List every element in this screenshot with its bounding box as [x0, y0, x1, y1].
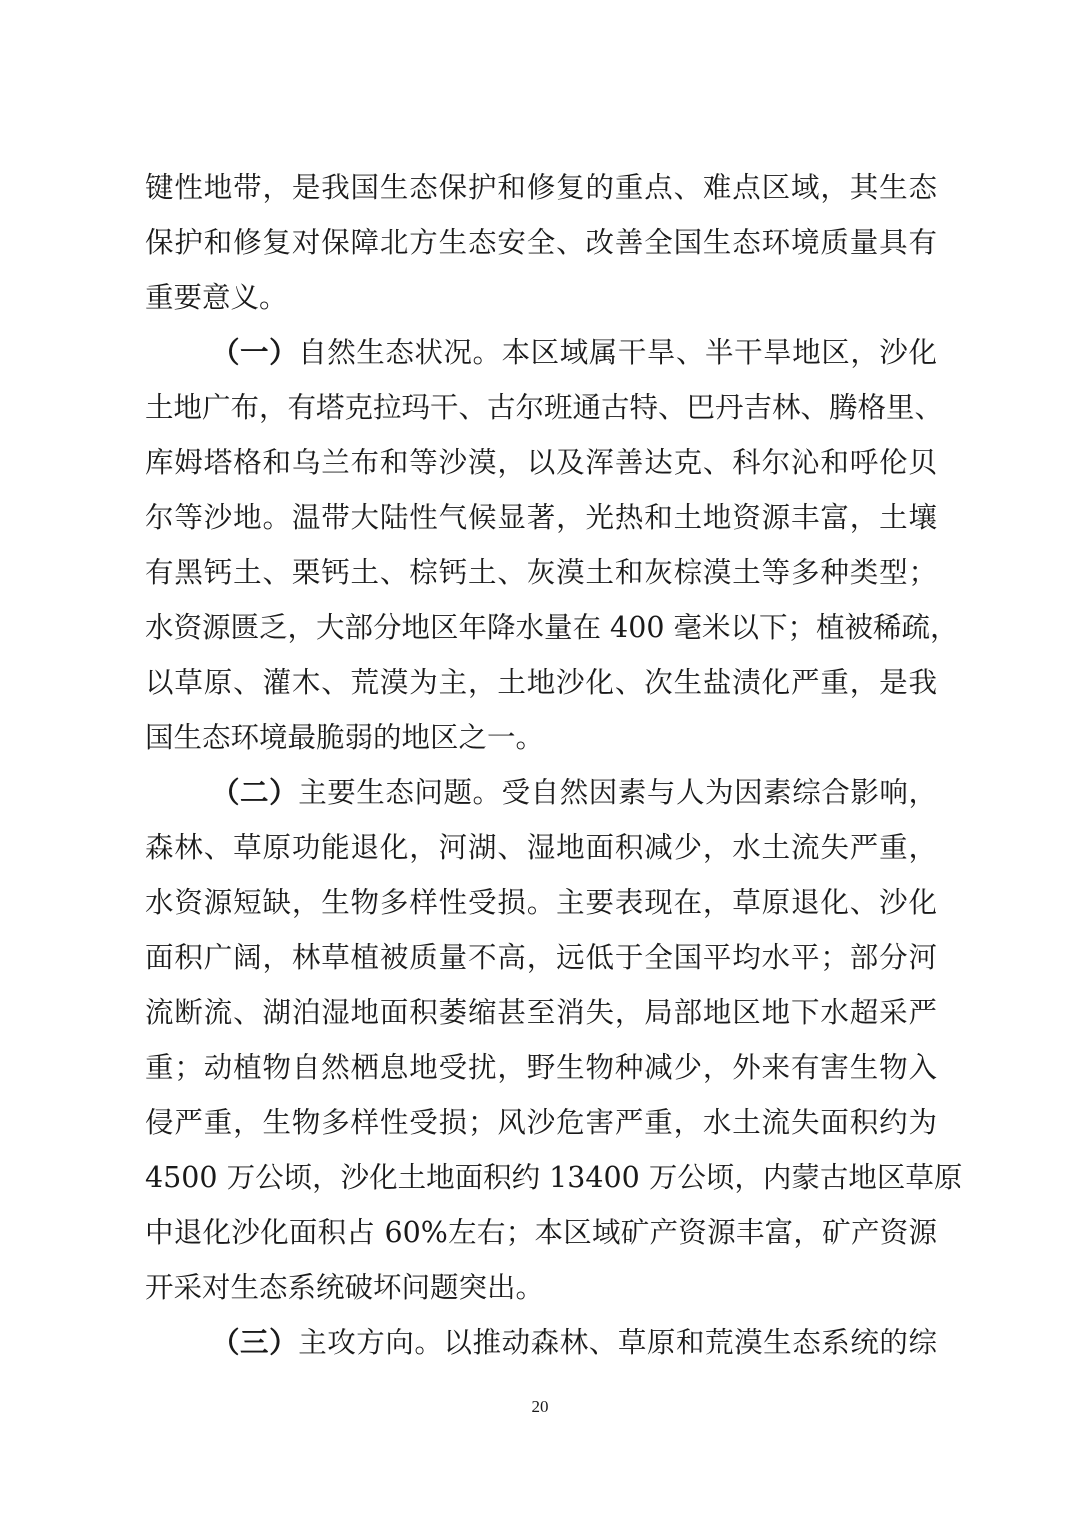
- section-heading-line: [211, 1323, 937, 1363]
- section-number: （一）: [211, 336, 299, 369]
- page-number: 20: [531, 1397, 549, 1416]
- text-line: 国生态环境最脆弱的地区之一。: [145, 721, 545, 754]
- section-text: 主要生态问题。受自然因素与人为因素综合影响，: [298, 776, 937, 809]
- text-line: 水资源短缺，生物多样性受损。主要表现在，草原退化、沙化: [145, 886, 937, 919]
- text-line: 库姆塔格和乌兰布和等沙漠，以及浑善达克、科尔沁和呼伦贝: [145, 446, 937, 479]
- text-line: 重要意义。: [145, 281, 288, 314]
- text-line: 森林、草原功能退化，河湖、湿地面积减少，水土流失严重，: [145, 831, 937, 864]
- section-heading-line: [211, 333, 937, 373]
- text-line: 中退化沙化面积占 60%左右；本区域矿产资源丰富，矿产资源: [145, 1216, 937, 1249]
- text-line: 土地广布，有塔克拉玛干、古尔班通古特、巴丹吉林、腾格里、: [145, 391, 944, 424]
- text-line: 以草原、灌木、荒漠为主，土地沙化、次生盐渍化严重，是我: [145, 666, 937, 699]
- text-line: 4500 万公顷，沙化土地面积约 13400 万公顷，内蒙古地区草原: [145, 1161, 963, 1194]
- text-line: 流断流、湖泊湿地面积萎缩甚至消失，局部地区地下水超采严: [145, 996, 937, 1029]
- section-heading-line: [211, 773, 937, 813]
- text-line: 侵严重，生物多样性受损；风沙危害严重，水土流失面积约为: [145, 1106, 937, 1139]
- text-line: 开采对生态系统破坏问题突出。: [145, 1271, 545, 1304]
- section-text: 主攻方向。以推动森林、草原和荒漠生态系统的综: [298, 1326, 937, 1359]
- text-line: 有黑钙土、栗钙土、棕钙土、灰漠土和灰棕漠土等多种类型；: [145, 556, 937, 589]
- section-number: （二）: [211, 776, 299, 809]
- text-line: 面积广阔，林草植被质量不高，远低于全国平均水平；部分河: [145, 941, 937, 974]
- text-line: 水资源匮乏，大部分地区年降水量在 400 毫米以下；植被稀疏，: [145, 611, 959, 644]
- text-line: 尔等沙地。温带大陆性气候显著，光热和土地资源丰富，土壤: [145, 501, 937, 534]
- text-line: 重；动植物自然栖息地受扰，野生物种减少，外来有害生物入: [145, 1051, 937, 1084]
- text-line: 保护和修复对保障北方生态安全、改善全国生态环境质量具有: [145, 226, 937, 259]
- text-line: 键性地带，是我国生态保护和修复的重点、难点区域，其生态: [145, 171, 937, 204]
- section-number: （三）: [211, 1326, 299, 1359]
- section-text: 自然生态状况。本区域属干旱、半干旱地区，沙化: [298, 336, 937, 369]
